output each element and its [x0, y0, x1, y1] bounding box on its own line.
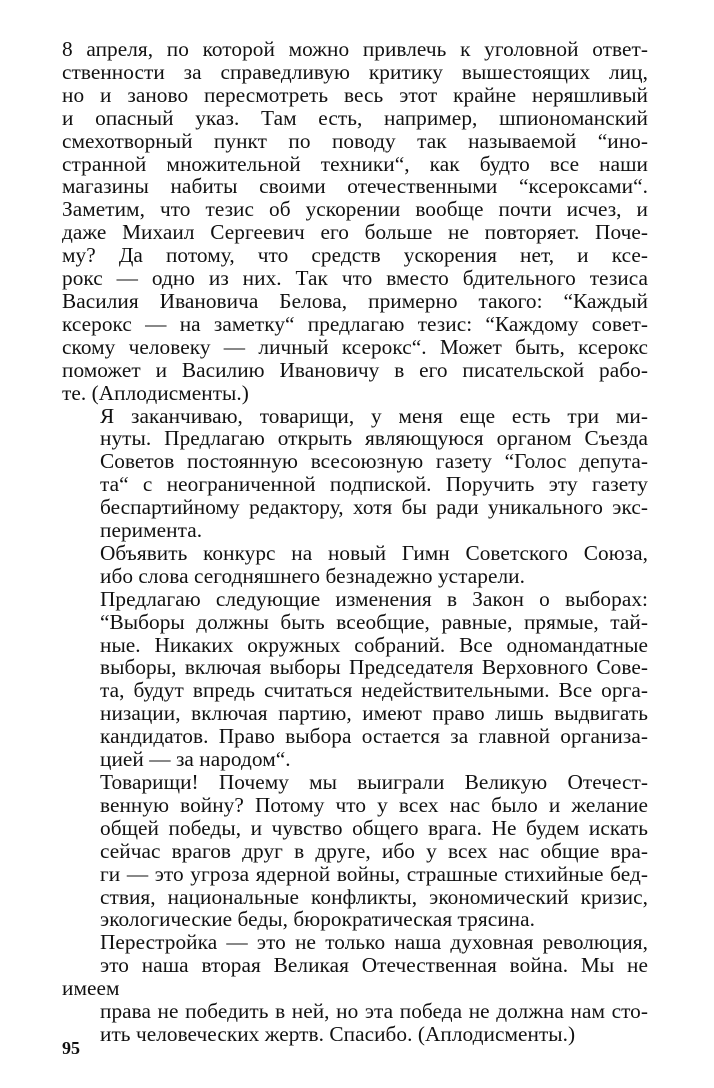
- text-line: скому человеку — личный ксерокс“. Может быть, ксерокс: [62, 334, 648, 359]
- text-line: та, будут впредь считаться недействительными. Все орга-: [100, 678, 648, 703]
- text-line: Товарищи! Почему мы выиграли Великую Отечест-: [100, 770, 648, 794]
- text-line: Советов постоянную всесоюзную газету “Голос депута-: [100, 449, 648, 474]
- paragraph: [62, 931, 648, 1046]
- text-line: ственности за справедливую критику вышестоящих лиц,: [62, 59, 648, 84]
- text-line: права не победить в ней, но эта победа не должна нам сто-: [100, 999, 648, 1024]
- text-line: Я заканчиваю, товарищи, у меня еще есть три ми-: [100, 403, 648, 428]
- text-line: та“ с неограниченной подпиской. Поручить эту газету: [100, 472, 648, 497]
- text-line: магазины набиты своими отечественными “ксероксами“.: [62, 174, 648, 199]
- text-line: ствия, национальные конфликты, экономический кризис,: [100, 884, 648, 909]
- text-line: и опасный указ. Там есть, например, шпиономанский: [62, 105, 648, 130]
- text-line: Заметим, что тезис об ускорении вообще почти исчез, и: [62, 197, 648, 222]
- page-text: [62, 38, 648, 1046]
- text-line: Предлагаю следующие изменения в Закон о выборах:: [100, 586, 648, 611]
- text-line: но и заново пересмотреть весь этот крайне неряшливый: [62, 82, 648, 107]
- text-line: цией — за народом“.: [100, 747, 291, 772]
- text-line: низации, включая партию, имеют право лишь выдвигать: [100, 701, 648, 726]
- text-line: венную войну? Потому что у всех нас было и желание: [100, 792, 648, 817]
- text-line: странной множительной техники“, как будто все наши: [62, 151, 648, 176]
- paragraph: [62, 38, 648, 405]
- text-line: даже Михаил Сергеевич его больше не повторяет. Поче-: [62, 220, 648, 245]
- text-line: ибо слова сегодняшнего безнадежно устарели.: [100, 563, 525, 588]
- paragraph: [62, 405, 648, 542]
- text-line: рокс — одно из них. Так что вместо бдительного тезиса: [62, 266, 648, 291]
- text-line: перимента.: [100, 518, 203, 543]
- text-line: смехотворный пункт по поводу так называемой “ино-: [62, 128, 648, 153]
- paragraph: [62, 588, 648, 771]
- text-line: Перестройка — это не только наша духовная революция,: [100, 930, 648, 955]
- page-number: 95: [62, 1038, 80, 1058]
- text-line: те. (Аплодисменты.): [62, 380, 249, 405]
- paragraph: [62, 542, 648, 588]
- text-line: поможет и Василию Ивановичу в его писательской рабо-: [62, 357, 648, 382]
- text-line: 8 апреля, по которой можно привлечь к уголовной ответ-: [62, 37, 648, 61]
- text-line: нуты. Предлагаю открыть являющуюся органом Съезда: [100, 426, 648, 451]
- text-line: беспартийному редактору, хотя бы ради уникального экс-: [100, 495, 648, 520]
- text-line: ги — это угроза ядерной войны, страшные стихийные бед-: [100, 861, 648, 886]
- text-line: выборы, включая выборы Председателя Верховного Сове-: [100, 655, 648, 680]
- text-line: ить человеческих жертв. Спасибо. (Аплодисменты.): [100, 1021, 576, 1046]
- text-line: му? Да потому, что средств ускорения нет, и ксе-: [62, 243, 648, 268]
- text-line: общей победы, и чувство общего врага. Не будем искать: [100, 815, 648, 840]
- text-line: сейчас врагов друг в друге, ибо у всех нас общие вра-: [100, 838, 648, 863]
- text-line: кандидатов. Право выбора остается за главной организа-: [100, 724, 648, 749]
- paragraph: [62, 771, 648, 931]
- text-line: это наша вторая Великая Отечественная война. Мы не имеем: [62, 953, 648, 1001]
- text-line: “Выборы должны быть всеобщие, равные, прямые, тай-: [100, 609, 648, 634]
- text-line: ксерокс — на заметку“ предлагаю тезис: “Каждому совет-: [62, 311, 648, 336]
- text-line: экологические беды, бюрократическая трясина.: [100, 907, 535, 932]
- text-line: Объявить конкурс на новый Гимн Советского Союза,: [100, 540, 648, 565]
- text-line: ные. Никаких окружных собраний. Все одномандатные: [100, 632, 648, 657]
- text-line: Василия Ивановича Белова, примерно такого: “Каждый: [62, 288, 648, 313]
